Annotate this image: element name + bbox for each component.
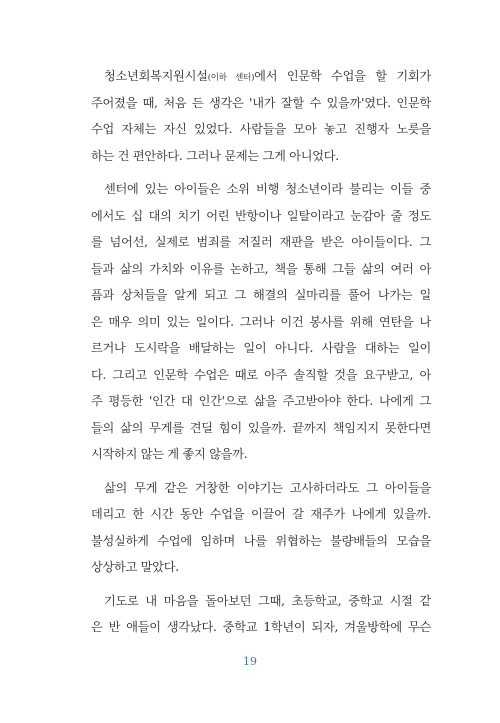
paragraph-line: 센터에 있는 아이들은 소위 비행 청소년이라 불리는 이들 중: [104, 182, 431, 196]
paragraph-1: [91, 63, 431, 169]
page-number: 19: [243, 655, 257, 668]
paragraph-line: 수업 자체는 자신 있었다. 사람들을 모아 놓고 진행자 노릇을: [91, 122, 431, 136]
paragraph-line: 들과 삶의 가치와 이유를 논하고, 책을 통해 그들 삶의 여러 아: [91, 261, 431, 276]
page-body: [91, 63, 431, 648]
paragraph-line: 은 반 애들이 생각났다. 중학교 1학년이 되자, 겨울방학에 무슨: [91, 620, 431, 634]
paragraph-line: 다. 그리고 인문학 수업은 때로 아주 솔직할 것을 요구받고, 아: [91, 367, 431, 382]
paragraph-line: 데리고 한 시간 동안 수업을 이끌어 갈 재주가 나에게 있을까.: [91, 507, 431, 521]
paragraph-line: 상상하고 말았다.: [91, 560, 179, 574]
paragraph-line: [91, 63, 431, 90]
paragraph-line: 주 평등한 '인간 대 인간'으로 삶을 주고받아야 한다. 나에게 그: [91, 394, 431, 408]
paragraph-line: 은 매우 의미 있는 일이다. 그러나 이건 봉사를 위해 연탄을 나: [91, 314, 431, 329]
paragraph-line: 에서도 십 대의 치기 어린 반항이나 일탈이라고 눈감아 줄 정도: [91, 208, 431, 223]
paragraph-line: 불성실하게 수업에 임하며 나를 위협하는 불량배들의 모습을: [91, 533, 431, 548]
paragraph-line: 들의 삶의 무게를 견딜 힘이 있을까. 끝까지 책임지지 못한다면: [91, 420, 431, 435]
paragraph-line: 하는 건 편안하다. 그러나 문제는 그게 아니었다.: [91, 148, 339, 163]
paragraph-line: 를 넘어선, 실제로 범죄를 저질러 재판을 받은 아이들이다. 그: [91, 235, 431, 249]
paragraph-line: 픔과 상처들을 알게 되고 그 해결의 실마리를 풀어 나가는 일: [91, 288, 431, 302]
abbreviation-note: (이하 센터): [207, 73, 255, 83]
paragraph-line: 주어졌을 때, 처음 든 생각은 '내가 잘할 수 있을까'였다. 인문학: [91, 95, 431, 110]
line-text: 에서 인문학 수업을 할 기회가: [254, 69, 431, 83]
paragraph-line: 르거나 도시락을 배달하는 일이 아니다. 사람을 대하는 일이: [91, 341, 431, 355]
paragraph-line: 삶의 무게 같은 거창한 이야기는 고사하더라도 그 아이들을: [104, 480, 431, 495]
paragraph-line: 시작하지 않는 게 좋지 않을까.: [91, 447, 248, 461]
paragraph-4: [91, 588, 431, 641]
paragraph-2: [91, 176, 431, 468]
paragraph-line: 기도로 내 마음을 돌아보던 그때, 초등학교, 중학교 시절 같: [104, 593, 431, 608]
line-text: 청소년회복지원시설: [104, 69, 208, 83]
paragraph-3: [91, 475, 431, 581]
